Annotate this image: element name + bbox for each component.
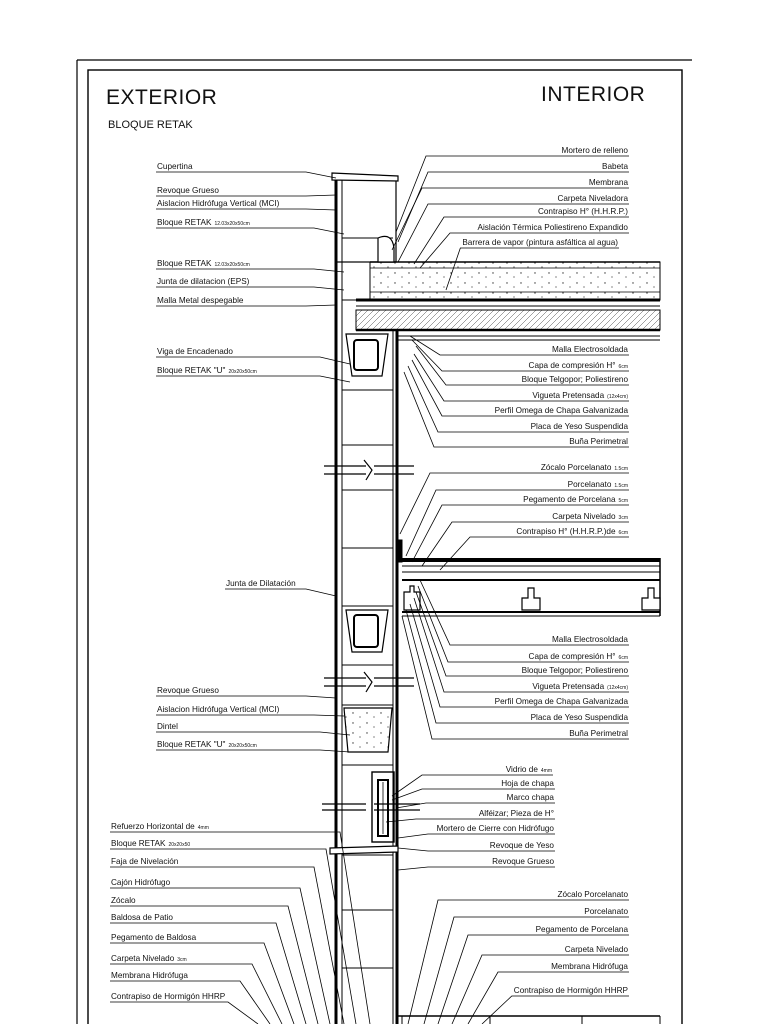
- left-leader-10: [156, 696, 336, 698]
- roof-slab: [356, 236, 660, 340]
- exterior-heading: EXTERIOR: [106, 86, 218, 109]
- right-label-20: Capa de compresión H° 6cm: [528, 652, 628, 661]
- left-label-2: Aislacion Hidrófuga Vertical (MCI): [157, 199, 280, 208]
- left-label-16: Faja de Nivelación: [111, 857, 179, 866]
- right-label-22: Vigueta Pretensada (12x4cm): [532, 682, 628, 691]
- left-labels: [111, 162, 296, 1001]
- right-label-3: Carpeta Niveladora: [557, 194, 628, 203]
- right-label-24: Placa de Yeso Suspendida: [530, 713, 628, 722]
- right-label-21: Bloque Telgopor; Poliestireno: [521, 666, 628, 675]
- right-leader-32: [398, 867, 555, 870]
- left-leader-13: [156, 750, 350, 752]
- left-label-15: Bloque RETAK 20x20x50: [111, 839, 191, 848]
- right-label-36: Carpeta Nivelado: [564, 945, 628, 954]
- right-label-33: Zócalo Porcelanato: [557, 890, 628, 899]
- left-leader-9: [225, 589, 336, 596]
- left-label-5: Junta de dilatacion (EPS): [157, 277, 250, 286]
- block-subtitle: BLOQUE RETAK: [108, 119, 193, 131]
- left-label-9: Junta de Dilatación: [226, 579, 296, 588]
- right-label-7: Malla Electrosoldada: [551, 345, 628, 354]
- right-label-15: Porcelanato 1.5cm: [567, 480, 628, 489]
- left-label-7: Viga de Encadenado: [157, 347, 233, 356]
- right-label-12: Placa de Yeso Suspendida: [530, 422, 628, 431]
- left-label-19: Baldosa de Patio: [111, 913, 173, 922]
- left-label-12: Dintel: [157, 722, 178, 731]
- left-leader-4: [156, 269, 344, 272]
- right-label-13: Buña Perimetral: [569, 437, 628, 446]
- left-leader-8: [156, 376, 350, 382]
- right-label-11: Perfil Omega de Chapa Galvanizada: [494, 406, 628, 415]
- right-leader-18: [440, 537, 629, 570]
- right-label-2: Membrana: [588, 178, 628, 187]
- floor-slab: [398, 540, 660, 616]
- right-label-4: Contrapiso H° (H.H.R.P.): [537, 207, 628, 216]
- left-leader-2: [156, 209, 336, 210]
- left-label-1: Revoque Grueso: [157, 186, 219, 195]
- left-label-0: Cupertina: [157, 162, 193, 171]
- left-label-4: Bloque RETAK 12.03x20x50cm: [157, 259, 250, 268]
- right-label-18: Contrapiso H° (H.H.R.P.)de 6cm: [516, 527, 628, 536]
- left-label-11: Aislacion Hidrófuga Vertical (MCI): [157, 705, 280, 714]
- interior-heading: INTERIOR: [541, 83, 646, 106]
- left-label-8: Bloque RETAK "U" 20x20x50cm: [157, 366, 257, 375]
- left-leader-3: [156, 228, 344, 234]
- ground-floor: [397, 1016, 660, 1024]
- right-leader-30: [398, 834, 555, 838]
- left-leader-18: [110, 906, 318, 1024]
- right-label-31: Revoque de Yeso: [489, 841, 554, 850]
- right-leader-38: [482, 996, 629, 1024]
- right-label-14: Zócalo Porcelanato 1.5cm: [540, 463, 628, 472]
- left-leader-7: [156, 357, 350, 364]
- right-label-38: Contrapiso de Hormigón HHRP: [513, 986, 628, 995]
- right-label-0: Mortero de relleno: [561, 146, 628, 155]
- left-label-21: Carpeta Nivelado 3cm: [111, 954, 187, 963]
- right-label-19: Malla Electrosoldada: [551, 635, 628, 644]
- right-leader-28: [396, 803, 555, 808]
- right-leader-29: [386, 819, 555, 822]
- right-label-28: Marco chapa: [506, 793, 554, 802]
- left-leader-22: [110, 981, 270, 1024]
- left-label-18: Zócalo: [111, 896, 136, 905]
- left-label-14: Refuerzo Horizontal de 4mm: [111, 822, 209, 831]
- right-label-29: Alféizar; Pieza de H°: [478, 809, 554, 818]
- left-label-23: Contrapiso de Hormigón HHRP: [111, 992, 226, 1001]
- left-leader-23: [110, 1002, 258, 1024]
- left-leader-0: [156, 172, 336, 178]
- right-label-17: Carpeta Nivelado 3cm: [552, 512, 628, 521]
- left-label-17: Cajón Hidrófugo: [111, 878, 171, 887]
- left-leader-1: [156, 195, 336, 196]
- right-label-37: Membrana Hidrófuga: [551, 962, 628, 971]
- left-label-22: Membrana Hidrófuga: [111, 971, 188, 980]
- right-label-27: Hoja de chapa: [501, 779, 554, 788]
- left-label-13: Bloque RETAK "U" 20x20x50cm: [157, 740, 257, 749]
- right-label-9: Bloque Telgopor; Poliestireno: [521, 375, 628, 384]
- right-label-35: Pegamento de Porcelana: [535, 925, 628, 934]
- left-label-3: Bloque RETAK 12.03x20x50cm: [157, 218, 250, 227]
- right-label-10: Vigueta Pretensada (12x4cm): [532, 391, 628, 400]
- right-label-1: Babeta: [602, 162, 628, 171]
- right-label-25: Buña Perimetral: [569, 729, 628, 738]
- left-leader-6: [156, 305, 336, 306]
- right-label-8: Capa de compresión H° 6cm: [528, 361, 628, 370]
- right-label-6: Barrera de vapor (pintura asfáltica al agua): [462, 238, 618, 247]
- right-label-32: Revoque Grueso: [492, 857, 554, 866]
- right-label-16: Pegamento de Porcelana 5cm: [523, 495, 628, 504]
- right-label-23: Perfil Omega de Chapa Galvanizada: [494, 697, 628, 706]
- left-label-20: Pegamento de Baldosa: [111, 933, 197, 942]
- right-label-30: Mortero de Cierre con Hidrófugo: [436, 824, 554, 833]
- left-leader-11: [156, 715, 344, 716]
- left-leader-12: [156, 732, 350, 735]
- right-label-34: Porcelanato: [584, 907, 628, 916]
- right-label-26: Vidrio de 4mm: [505, 765, 552, 774]
- left-leader-5: [156, 287, 344, 290]
- right-label-5: Aislación Térmica Poliestireno Expandido: [477, 223, 628, 232]
- left-label-6: Malla Metal despegable: [157, 296, 244, 305]
- left-label-10: Revoque Grueso: [157, 686, 219, 695]
